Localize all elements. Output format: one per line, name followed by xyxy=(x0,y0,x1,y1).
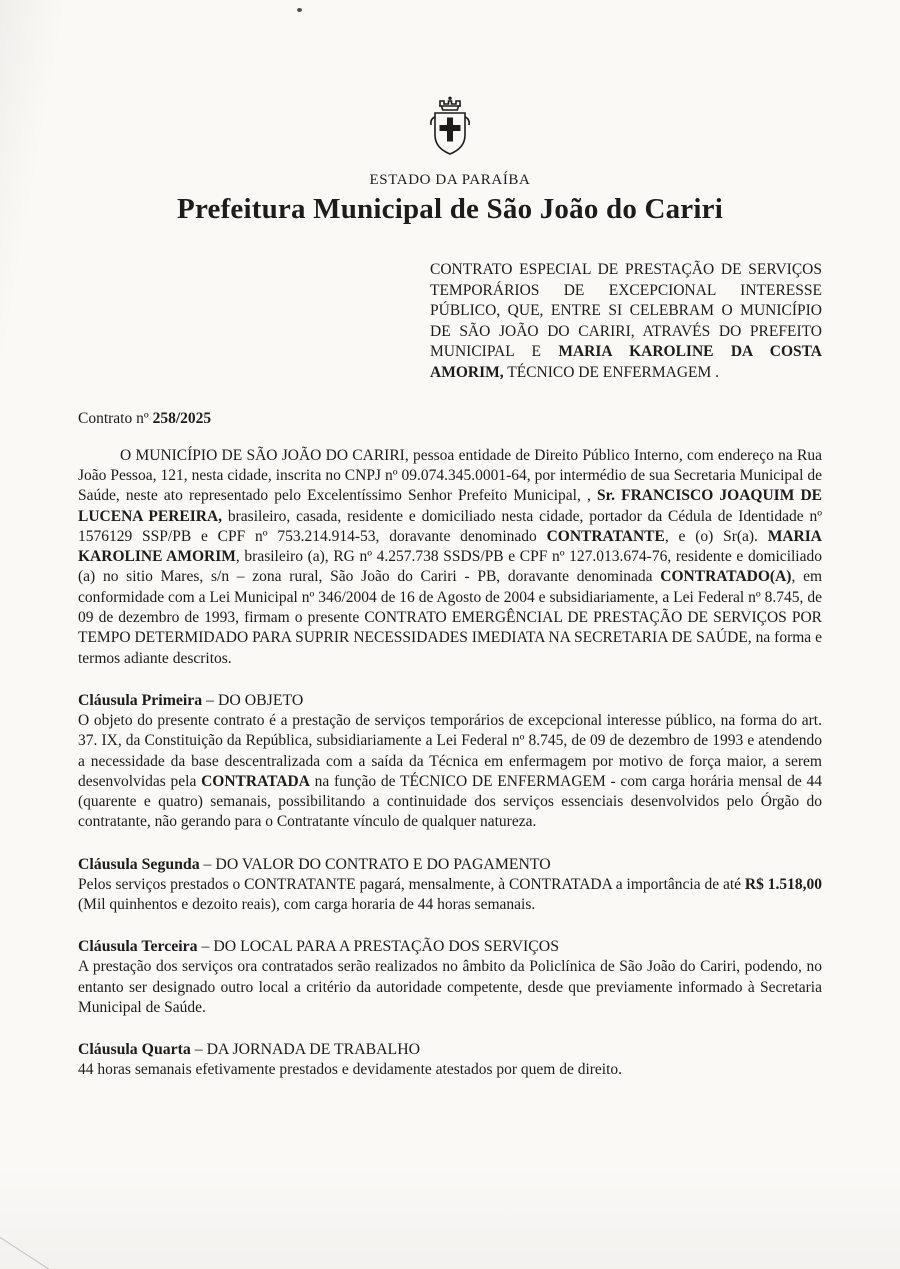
clause-quarta xyxy=(78,1041,822,1080)
state-name: ESTADO DA PARAÍBA xyxy=(369,172,531,188)
coat-of-arms-icon xyxy=(427,96,473,158)
clause-terceira-title: Cláusula Terceira – DO LOCAL PARA A PRESTAÇÃO DOS SERVIÇOS xyxy=(78,938,559,956)
contract-preamble: CONTRATO ESPECIAL DE PRESTAÇÃO DE SERVIÇOS TEMPORÁRIOS DE EXCEPCIONAL INTERESSE PÚBLICO, QUE, ENTRE SI CELEBRAM O MUNICÍPIO DE SÃO JOÃO DO CARIRI, ATRAVÉS DO PREFEITO MUNICIPAL E MARIA KAROLINE DA COSTA AMORIM, TÉCNICO DE ENFERMAGEM . xyxy=(430,261,822,382)
intro-paragraph: O MUNICÍPIO DE SÃO JOÃO DO CARIRI, pessoa entidade de Direito Público Interno, com endereço na Rua João Pessoa, 121, nesta cidade, inscrita no CNPJ nº 09.074.345.0001-64, por intermédio de sua Secretaria Municipal de Saúde, neste ato representado pelo Excelentíssimo Senhor Prefeito Municipal, , Sr. FRANCISCO JOAQUIM DE LUCENA PEREIRA, brasileiro, casada, residente e domiciliado nesta cidade, portador da Cédula de Identidade nº 1576129 SSP/PB e CPF nº 753.214.914-53, doravante denominado CONTRATANTE, e (o) Sr(a). MARIA KAROLINE AMORIM, brasileiro (a), RG nº 4.257.738 SSDS/PB e CPF nº 127.013.674-76, residente e domiciliado (a) no sitio Mares, s/n – zona rural, São João do Cariri - PB, doravante denominada CONTRATADO(A), em conformidade com a Lei Municipal nº 346/2004 de 16 de Agosto de 2004 e subsidiariamente, a Lei Federal nº 8.745, de 09 de dezembro de 1993, firmam o presente CONTRATO EMERGÊNCIAL DE PRESTAÇÃO DE SERVIÇOS POR TEMPO DETERMIDADO PARA SUPRIR NECESSIDADES IMEDIATA NA SECRETARIA DE SAÚDE, na forma e termos adiante descritos. xyxy=(78,446,823,667)
clause-segunda-title: Cláusula Segunda – DO VALOR DO CONTRATO E DO PAGAMENTO xyxy=(78,855,551,873)
clause-quarta-title: Cláusula Quarta – DA JORNADA DE TRABALHO xyxy=(78,1041,421,1059)
clause-primeira-body: O objeto do presente contrato é a prestação de serviços temporários de excepcional interesse público, na forma do art. 37. IX, da Constituição da República, subsidiariamente a Lei Federal nº 8.745, de 09 de dezembro de 1993 e atendendo a necessidade da base descentralizada com a saída da Técnica em enfermagem por motivo de força maior, a serem desenvolvidas pela CONTRATADA na função de TÉCNICO DE ENFERMAGEM - com carga horária mensal de 44 (quarente e quatro) semanais, possibilitando a continuidade dos serviços essenciais desenvolvidos pelo Órgão do contratante, não gerando para o Contratante vínculo de qualquer natureza. xyxy=(78,711,822,831)
clause-terceira xyxy=(78,938,822,1018)
clause-primeira-title: Cláusula Primeira – DO OBJETO xyxy=(78,691,304,709)
contract-number: Contrato nº 258/2025 xyxy=(78,409,212,427)
page-title: Prefeitura Municipal de São João do Cariri xyxy=(177,193,723,225)
clause-quarta-body: 44 horas semanais efetivamente prestados e devidamente atestados por quem de direito. xyxy=(78,1061,623,1079)
clause-primeira xyxy=(78,692,822,833)
scan-speck xyxy=(297,8,302,12)
clause-terceira-body: A prestação dos serviços ora contratados serão realizados no âmbito da Policlínica de São João do Cariri, podendo, no entanto ser designado outro local a critério da autoridade competente, desde que previamente informado à Secretaria Municipal de Saúde. xyxy=(78,958,822,1016)
clause-segunda-body: Pelos serviços prestados o CONTRATANTE pagará, mensalmente, à CONTRATADA a importância de até R$ 1.518,00 (Mil quinhentos e dezoito reais), com carga horaria de 44 horas semanais. xyxy=(78,875,822,913)
clause-segunda xyxy=(78,856,822,916)
